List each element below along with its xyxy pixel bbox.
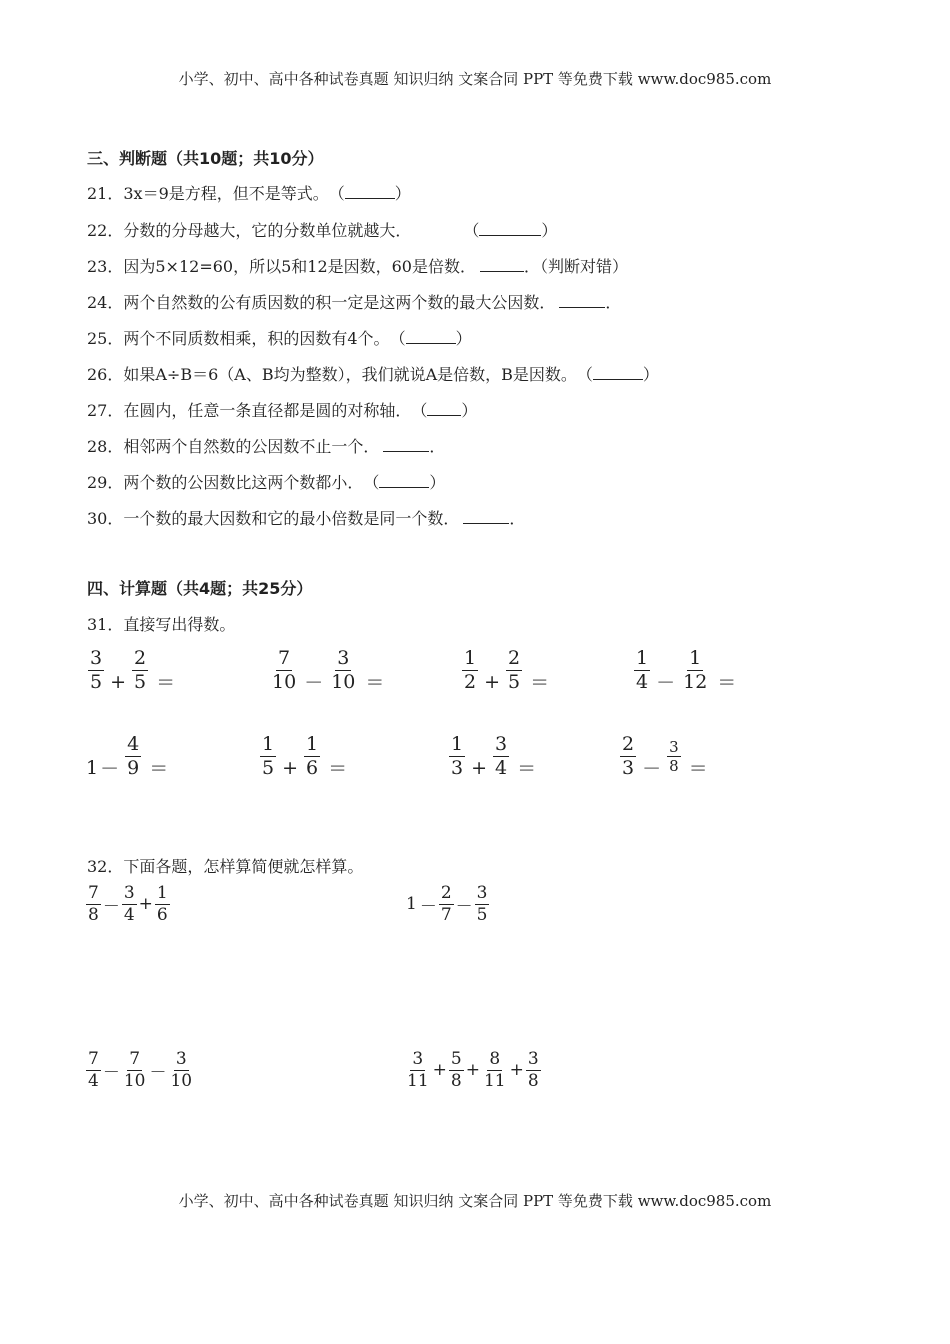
question-28 (87, 434, 445, 457)
fraction: $\frac{1}{2}$ (464, 647, 477, 693)
fraction: $\frac{2}{7}$ (440, 883, 452, 925)
calc-item-3[interactable]: $\frac{1}{2}$ + $\frac{2}{5}$ ＝ (464, 647, 550, 694)
fraction: $\frac{8}{11}$ (483, 1049, 506, 1091)
question-text: 分数的分母越大，它的分数单位就越大． (123, 221, 412, 240)
fraction: $\frac{7}{8}$ (88, 883, 99, 925)
fraction: $\frac{3}{8}$ (527, 1049, 539, 1091)
simplify-expr-4[interactable]: $\frac{3}{11}$ + $\frac{5}{8}$ + $\frac{8}{11}$ + $\frac{3}{8}$ (407, 1049, 539, 1091)
question-number: 27． (87, 401, 124, 420)
section-title-calculation: 四、计算题（共4题；共25分） (87, 579, 313, 598)
fraction: $\frac{7}{4}$ (88, 1049, 99, 1091)
answer-paren[interactable]: （ ） (471, 221, 558, 240)
simplify-expr-1[interactable]: $\frac{7}{8}$ － $\frac{3}{4}$ + $\frac{1}{6}$ (88, 883, 168, 925)
fraction: $\frac{3}{4}$ (123, 883, 135, 925)
answer-paren[interactable]: （ ） (584, 365, 659, 384)
fraction: $\frac{2}{5}$ (508, 647, 521, 693)
answer-blank[interactable] (463, 509, 509, 524)
answer-paren[interactable]: （ ） (397, 329, 472, 348)
question-21 (87, 181, 411, 204)
fraction: $\frac{3}{10}$ (170, 1049, 193, 1091)
question-text: 一个数的最大因数和它的最小倍数是同一个数． (123, 509, 460, 528)
calc-item-4[interactable]: $\frac{1}{4}$ － $\frac{1}{12}$ ＝ (636, 647, 737, 694)
fraction: $\frac{3}{10}$ (331, 647, 356, 693)
calc-item-1[interactable]: $\frac{3}{5}$ + $\frac{2}{5}$ ＝ (90, 647, 176, 694)
question-30 (87, 506, 525, 529)
fraction: $\frac{3}{5}$ (476, 883, 488, 925)
question-26 (87, 362, 659, 385)
question-31-label: 31．直接写出得数。 (87, 615, 236, 634)
simplify-expr-2[interactable]: 1 － $\frac{2}{7}$ － $\frac{3}{5}$ (406, 883, 488, 925)
question-text: 两个不同质数相乘，积的因数有4个。 (123, 329, 390, 348)
fraction: $\frac{5}{8}$ (450, 1049, 462, 1091)
fraction: $\frac{3}{8}$ (669, 737, 679, 775)
fraction: $\frac{3}{5}$ (90, 647, 103, 693)
question-25 (87, 326, 472, 349)
question-23 (87, 254, 628, 277)
question-text: 在圆内，任意一条直径都是圆的对称轴． (123, 401, 412, 420)
calc-item-5[interactable]: 1 － $\frac{4}{9}$ ＝ (86, 733, 169, 780)
answer-paren[interactable]: （ ） (336, 184, 411, 203)
question-24 (87, 290, 621, 313)
question-number: 23． (87, 257, 124, 276)
question-number: 28． (87, 437, 124, 456)
question-32-label: 32．下面各题，怎样算简便就怎样算。 (87, 857, 364, 876)
page-header: 小学、初中、高中各种试卷真题 知识归纳 文案合同 PPT 等免费下载 www.doc985.com (178, 70, 772, 88)
question-suffix: ． (429, 437, 446, 456)
question-suffix: ． (605, 293, 622, 312)
fraction: $\frac{1}{12}$ (683, 647, 708, 693)
question-number: 25． (87, 329, 124, 348)
question-number: 22． (87, 221, 124, 240)
question-number: 21． (87, 184, 124, 203)
question-text: 两个自然数的公有质因数的积一定是这两个数的最大公因数． (123, 293, 556, 312)
fraction: $\frac{7}{10}$ (272, 647, 297, 693)
question-text: 因为5×12=60，所以5和12是因数，60是倍数． (123, 257, 476, 276)
fraction: $\frac{1}{5}$ (262, 733, 275, 779)
question-text: 两个数的公因数比这两个数都小． (123, 473, 364, 492)
fraction: $\frac{1}{6}$ (156, 883, 168, 925)
answer-blank[interactable] (480, 257, 524, 272)
question-29 (87, 470, 445, 493)
answer-paren[interactable]: （ ） (419, 401, 478, 420)
fraction: $\frac{1}{6}$ (306, 733, 319, 779)
fraction: $\frac{3}{4}$ (495, 733, 508, 779)
fraction: $\frac{2}{5}$ (134, 647, 147, 693)
question-22 (87, 218, 557, 241)
question-text: 3x＝9是方程，但不是等式。 (123, 184, 329, 203)
question-suffix: ．（判断对错） (524, 257, 629, 276)
question-text: 如果A÷B＝6（A、B均为整数），我们就说A是倍数，B是因数。 (123, 365, 577, 384)
question-27 (87, 398, 477, 421)
page-footer: 小学、初中、高中各种试卷真题 知识归纳 文案合同 PPT 等免费下载 www.doc985.com (178, 1192, 772, 1210)
answer-blank[interactable] (383, 437, 429, 452)
calc-item-8[interactable]: $\frac{2}{3}$ － $\frac{3}{8}$ ＝ (622, 733, 708, 780)
calc-item-2[interactable]: $\frac{7}{10}$ － $\frac{3}{10}$ ＝ (272, 647, 385, 694)
fraction: $\frac{1}{4}$ (636, 647, 649, 693)
fraction: $\frac{4}{9}$ (127, 733, 140, 779)
fraction: $\frac{3}{11}$ (407, 1049, 429, 1091)
question-text: 相邻两个自然数的公因数不止一个． (123, 437, 380, 456)
fraction: $\frac{2}{3}$ (622, 733, 635, 779)
question-number: 26． (87, 365, 124, 384)
question-number: 30． (87, 509, 124, 528)
question-suffix: ． (509, 509, 526, 528)
simplify-expr-3[interactable]: $\frac{7}{4}$ － $\frac{7}{10}$ － $\frac{3}{10}$ (88, 1049, 193, 1091)
question-number: 24． (87, 293, 124, 312)
answer-blank[interactable] (559, 293, 605, 308)
question-number: 29． (87, 473, 124, 492)
answer-paren[interactable]: （ ） (371, 473, 446, 492)
section-title-judgement: 三、判断题（共10题；共10分） (87, 149, 324, 168)
fraction: $\frac{1}{3}$ (451, 733, 464, 779)
fraction: $\frac{7}{10}$ (123, 1049, 146, 1091)
calc-item-6[interactable]: $\frac{1}{5}$ + $\frac{1}{6}$ ＝ (262, 733, 348, 780)
calc-item-7[interactable]: $\frac{1}{3}$ + $\frac{3}{4}$ ＝ (451, 733, 537, 780)
